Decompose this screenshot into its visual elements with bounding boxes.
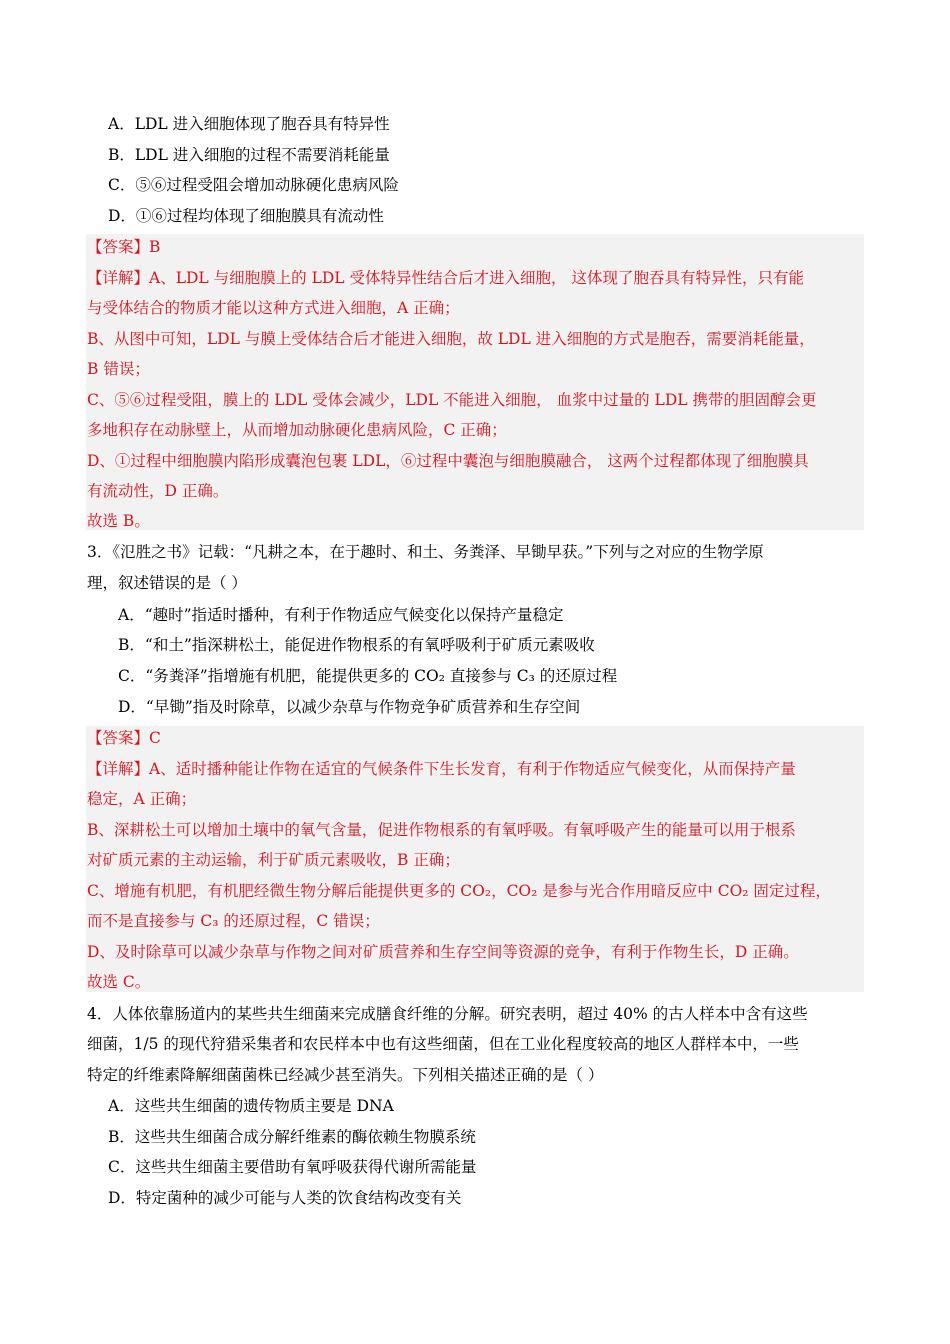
q3-detail-line-6: 而不是直接参与 C₃ 的还原过程，C 错误； [87, 912, 380, 930]
q2-detail-line-5: C、⑤⑥过程受阻，膜上的 LDL 受体会减少，LDL 不能进入细胞， 血浆中过量的 LDL 携带的胆固醇会更 [87, 391, 817, 409]
q3-detail-line-4: 对矿质元素的主动运输，利于矿质元素吸收，B 正确； [87, 851, 460, 869]
q4-stem-line-2: 细菌，1/5 的现代狩猎采集者和农民样本中也有这些细菌，但在工业化程度较高的地区人群样本中，一些 [87, 1035, 799, 1053]
q4-stem-line-3: 特定的纤维素降解细菌菌株已经减少甚至消失。下列相关描述正确的是（ ） [87, 1066, 604, 1084]
detail-tag: 【详解】 [87, 760, 150, 778]
q4-option-d: D．特定菌种的减少可能与人类的饮食结构改变有关 [108, 1189, 462, 1207]
q3-option-c: C．“务粪泽”指增施有机肥，能提供更多的 CO₂ 直接参与 C₃ 的还原过程 [118, 667, 618, 685]
q3-detail-line-7: D、及时除草可以减少杂草与作物之间对矿质营养和生存空间等资源的竞争，有利于作物生长，D 正确。 [87, 943, 799, 961]
answer-tag: 【答案】 [87, 238, 150, 256]
q4-option-b: B．这些共生细菌合成分解纤维素的酶依赖生物膜系统 [108, 1128, 476, 1146]
answer-value: C [149, 729, 161, 747]
q4-option-a: A．这些共生细菌的遗传物质主要是 DNA [108, 1097, 394, 1115]
q2-detail-line-3: B、从图中可知，LDL 与膜上受体结合后才能进入细胞，故 LDL 进入细胞的方式是胞吞，需要消耗能量， [87, 330, 815, 348]
q4-stem-line-1: 4．人体依靠肠道内的某些共生细菌来完成膳食纤维的分解。研究表明，超过 40% 的古人样本中含有这些 [87, 1005, 808, 1023]
q2-detail-line-7: D、①过程中细胞膜内陷形成囊泡包裹 LDL，⑥过程中囊泡与细胞膜融合， 这两个过程都体现了细胞膜具 [87, 452, 809, 470]
q2-option-a: A．LDL 进入细胞体现了胞吞具有特异性 [108, 115, 390, 133]
q3-option-d: D．“早锄”指及时除草，以减少杂草与作物竞争矿质营养和生存空间 [118, 698, 581, 716]
q3-detail-line-8: 故选 C。 [87, 973, 151, 991]
q3-detail-line-3: B、深耕松土可以增加土壤中的氧气含量，促进作物根系的有氧呼吸。有氧呼吸产生的能量可以用于根系 [87, 821, 796, 839]
detail-tag: 【详解】 [87, 269, 150, 287]
q2-detail-line-4: B 错误； [87, 360, 150, 378]
q2-option-b: B．LDL 进入细胞的过程不需要消耗能量 [108, 146, 390, 164]
q2-option-c: C．⑤⑥过程受阻会增加动脉硬化患病风险 [108, 176, 399, 194]
q3-detail-line-5: C、增施有机肥，有机肥经微生物分解后能提供更多的 CO₂，CO₂ 是参与光合作用暗反应中 CO₂ 固定过程， [87, 882, 831, 900]
q3-option-b: B．“和土”指深耕松土，能促进作物根系的有氧呼吸利于矿质元素吸收 [118, 636, 595, 654]
q2-detail-line-6: 多地积存在动脉壁上，从而增加动脉硬化患病风险，C 正确； [87, 421, 507, 439]
q2-detail-line-2: 与受体结合的物质才能以这种方式进入细胞，A 正确； [87, 299, 460, 317]
q3-detail-line-2: 稳定，A 正确； [87, 790, 197, 808]
q3-answer [87, 727, 161, 749]
q3-stem-line-1: 3．《氾胜之书》记载：“凡耕之本，在于趣时、和土、务粪泽、早锄早获。”下列与之对应的生物学原 [87, 543, 764, 561]
q4-option-c: C．这些共生细菌主要借助有氧呼吸获得代谢所需能量 [108, 1158, 477, 1176]
q3-option-a: A．“趣时”指适时播种，有利于作物适应气候变化以保持产量稳定 [118, 606, 564, 624]
answer-value: B [149, 238, 161, 256]
q2-detail-line-9: 故选 B。 [87, 512, 150, 530]
q2-option-d: D．①⑥过程均体现了细胞膜具有流动性 [108, 207, 384, 225]
q2-detail-line-1: 【详解】A、LDL 与细胞膜上的 LDL 受体特异性结合后才进入细胞， 这体现了胞吞具有特异性，只有能 [87, 269, 804, 287]
q2-detail-line-8: 有流动性，D 正确。 [87, 482, 229, 500]
q2-answer [87, 236, 160, 258]
q3-detail-line-1: 【详解】A、适时播种能让作物在适宜的气候条件下生长发育，有利于作物适应气候变化，从而保持产量 [87, 760, 796, 778]
answer-tag: 【答案】 [87, 729, 150, 747]
q3-stem-line-2: 理，叙述错误的是（ ） [87, 574, 247, 592]
